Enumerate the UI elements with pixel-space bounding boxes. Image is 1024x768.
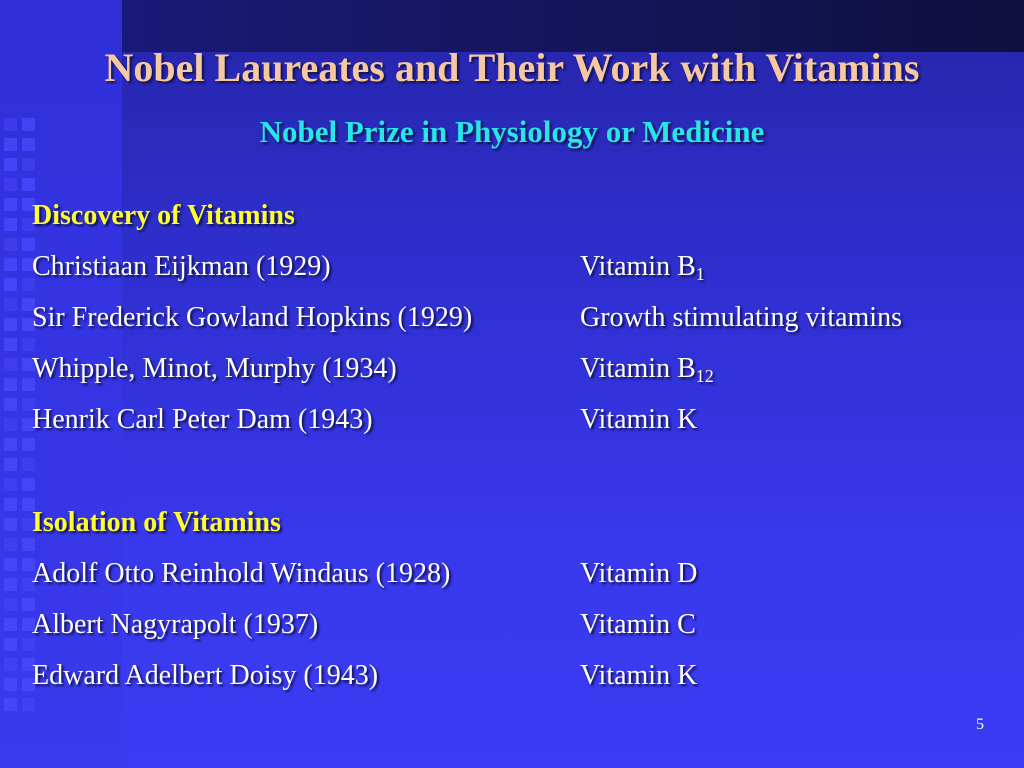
discovery-row [32,251,992,291]
slide-title: Nobel Laureates and Their Work with Vitamins [104,45,920,90]
decorative-square [22,238,35,251]
decorative-square [4,258,17,271]
vitamin-work: Vitamin D [580,558,698,589]
decorative-square [4,338,17,351]
page-number: 5 [976,716,984,733]
decorative-square [4,378,17,391]
decorative-square [4,358,17,371]
decorative-square [4,198,17,211]
vitamin-work: Vitamin $B_{12}$ [580,353,714,386]
laureate-name: Whipple, Minot, Murphy (1934) [32,353,397,384]
decorative-square [4,398,17,411]
laureate-name: Edward Adelbert Doisy (1943) [32,660,379,691]
decorative-square [4,178,17,191]
laureate-name: Henrik Carl Peter Dam (1943) [32,404,373,435]
decorative-square [4,538,17,551]
decorative-square [4,438,17,451]
decorative-square [4,698,17,711]
decorative-square [4,558,17,571]
decorative-square [22,458,35,471]
discovery-row [32,302,992,342]
slide-subtitle: Nobel Prize in Physiology or Medicine [259,114,765,149]
decorative-square [4,518,17,531]
decorative-square [4,218,17,231]
decorative-square [22,478,35,491]
decorative-square [22,178,35,191]
isolation-heading: Isolation of Vitamins [32,507,281,538]
laureate-name: Adolf Otto Reinhold Windaus (1928) [32,558,451,589]
decorative-square [4,678,17,691]
decorative-square [4,238,17,251]
decorative-square [4,618,17,631]
isolation-row [32,609,992,649]
vitamin-work: Vitamin K [580,660,698,691]
decorative-square [4,318,17,331]
vitamin-work: Vitamin C [580,609,696,640]
decorative-square [4,598,17,611]
decorative-square [22,538,35,551]
vitamin-work: Growth stimulating vitamins [580,302,902,333]
laureate-name: Sir Frederick Gowland Hopkins (1929) [32,302,473,333]
decorative-square [4,478,17,491]
decorative-square [4,458,17,471]
decorative-square [4,418,17,431]
vitamin-work: Vitamin $B_1$ [580,251,705,284]
decorative-square [4,498,17,511]
discovery-heading: Discovery of Vitamins [32,200,295,231]
discovery-row [32,404,992,444]
isolation-row [32,558,992,598]
decorative-square [4,278,17,291]
vitamin-work: Vitamin K [580,404,698,435]
decorative-square [22,158,35,171]
decorative-square [4,158,17,171]
decorative-square [4,578,17,591]
decorative-square [4,658,17,671]
laureate-name: Christiaan Eijkman (1929) [32,251,331,282]
isolation-row [32,660,992,700]
laureate-name: Albert Nagyrapolt (1937) [32,609,319,640]
decorative-square [4,298,17,311]
discovery-row [32,353,992,393]
decorative-square [4,638,17,651]
